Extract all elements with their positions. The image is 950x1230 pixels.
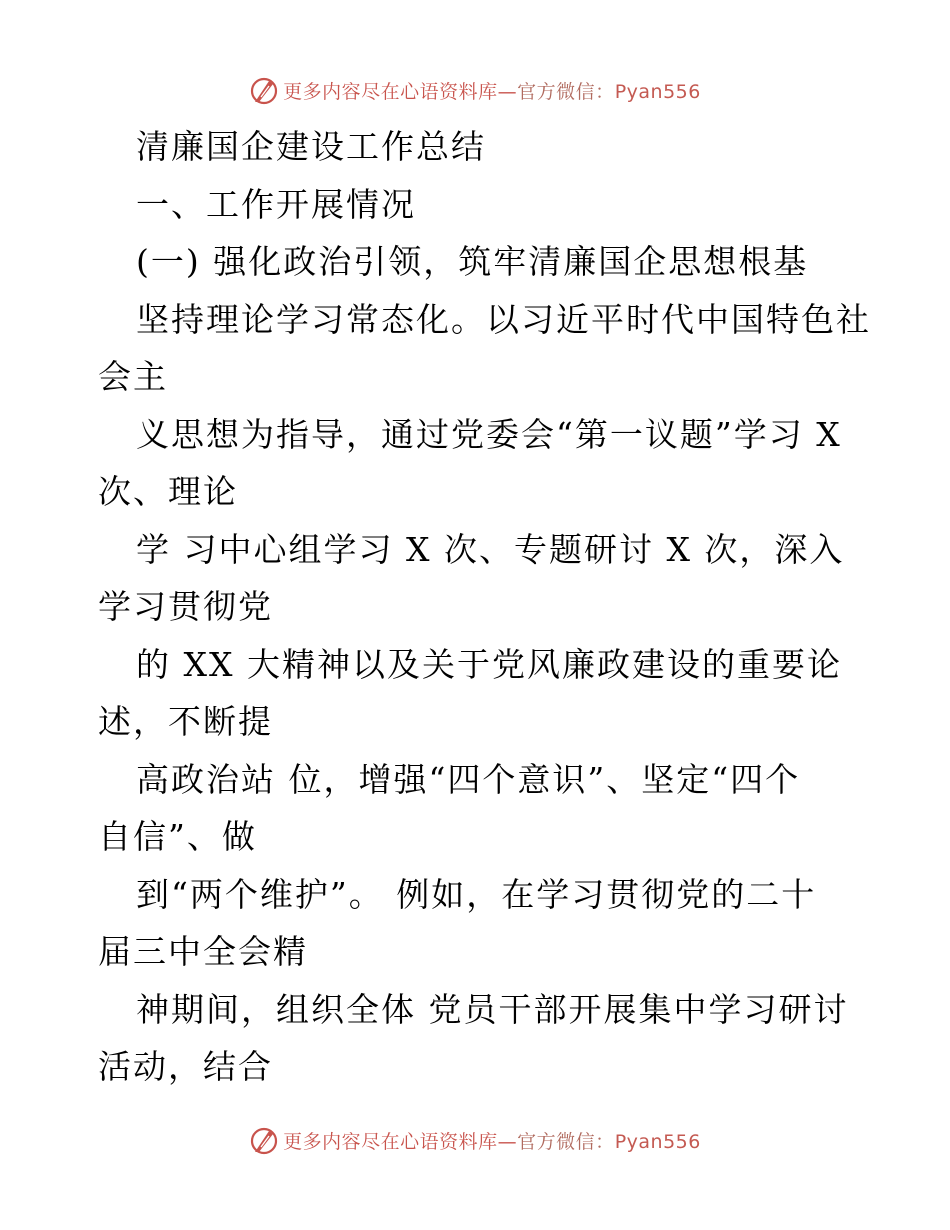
banner-wechat-handle: Pyan556 <box>614 1130 701 1153</box>
banner-dash: — <box>497 1130 518 1153</box>
text-line: 一、工作开展情况 <box>136 184 416 224</box>
text-line: 高政治站 位，增强“四个意识”、坚定“四个 <box>136 759 801 799</box>
text-line: 清廉国企建设工作总结 <box>136 127 486 166</box>
text-line: 学习贯彻党 <box>98 587 273 626</box>
banner-dash: — <box>497 80 518 103</box>
document-body <box>98 118 871 1096</box>
banner-official-label: 官方微信： <box>517 80 615 103</box>
feather-quill-logo-icon <box>249 75 279 105</box>
banner-lead-text: 更多内容尽在心语资料库 <box>283 80 498 103</box>
text-line: 坚持理论学习常态化。以习近平时代中国特色社 <box>136 299 871 339</box>
text-line: 到“两个维护”。 例如，在学习贯彻党的二十 <box>136 874 817 914</box>
banner-official-label: 官方微信： <box>517 1130 615 1153</box>
header-banner <box>0 70 950 110</box>
text-line: 神期间，组织全体 党员干部开展集中学习研讨 <box>136 989 849 1029</box>
text-line: 届三中全会精 <box>98 932 308 971</box>
text-line: 义思想为指导，通过党委会“第一议题”学习 X <box>136 414 842 454</box>
text-line: 述，不断提 <box>98 702 273 741</box>
feather-quill-logo-icon <box>249 1125 279 1155</box>
text-line: 活动，结合 <box>98 1047 273 1086</box>
footer-banner <box>0 1120 950 1160</box>
text-line: 次、理论 <box>98 472 238 511</box>
text-line: 自信”、做 <box>98 817 257 856</box>
banner-lead-text: 更多内容尽在心语资料库 <box>283 1130 498 1153</box>
banner-wechat-handle: Pyan556 <box>614 80 701 103</box>
banner-text <box>283 1127 701 1154</box>
text-line: (一) 强化政治引领，筑牢清廉国企思想根基 <box>136 242 809 281</box>
text-line: 的 XX 大精神以及关于党风廉政建设的重要论 <box>136 644 842 684</box>
text-line: 会主 <box>98 357 168 396</box>
banner-text <box>283 77 701 104</box>
text-line: 学 习中心组学习 X 次、专题研讨 X 次，深入 <box>136 529 845 569</box>
